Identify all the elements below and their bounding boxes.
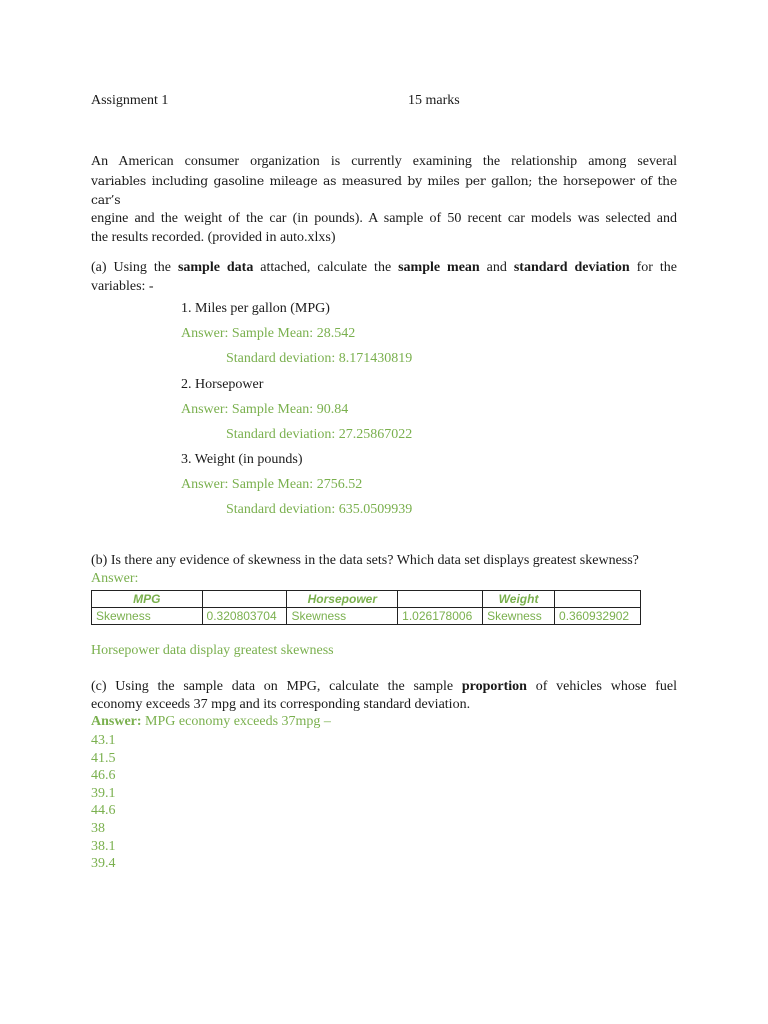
table-header-cell: Weight bbox=[483, 591, 555, 608]
assignment-title: Assignment 1 bbox=[91, 93, 169, 108]
part-b-question: (b) Is there any evidence of skewness in the data sets? Which data set displays greatest skewness? bbox=[91, 553, 639, 568]
item-horsepower-label: 2. Horsepower bbox=[181, 377, 264, 392]
list-item: 44.6 bbox=[91, 803, 116, 819]
part-a-text: for the bbox=[629, 260, 678, 275]
item-mpg-label: 1. Miles per gallon (MPG) bbox=[181, 301, 330, 316]
intro-line-2: variables including gasoline mileage as measured by miles per gallon; the horsepower of the car’s bbox=[91, 173, 677, 207]
item-weight-sd: Standard deviation: 635.0509939 bbox=[226, 502, 413, 517]
part-a-text: attached, calculate the bbox=[253, 260, 399, 275]
part-b-conclusion: Horsepower data display greatest skewness bbox=[91, 643, 334, 658]
item-weight-mean: Answer: Sample Mean: 2756.52 bbox=[181, 477, 363, 492]
intro-line-4: the results recorded. (provided in auto.xlxs) bbox=[91, 230, 336, 245]
item-weight-label: 3. Weight (in pounds) bbox=[181, 452, 303, 467]
part-a-bold-std-dev: standard deviation bbox=[513, 260, 630, 275]
part-c-answer-label: Answer: bbox=[91, 714, 142, 729]
table-row bbox=[92, 608, 641, 625]
table-cell: Skewness bbox=[483, 608, 555, 625]
part-c-answer-text: MPG economy exceeds 37mpg – bbox=[141, 714, 331, 729]
mpg-values-list bbox=[91, 732, 116, 873]
table-header-cell bbox=[202, 591, 287, 608]
list-item: 38 bbox=[91, 820, 105, 836]
part-c-text: (c) Using the sample data on MPG, calculate the sample bbox=[91, 679, 462, 694]
part-a-bold-sample-mean: sample mean bbox=[398, 260, 480, 275]
list-item: 41.5 bbox=[91, 750, 116, 766]
list-item: 46.6 bbox=[91, 768, 116, 784]
part-a-line-2: variables: - bbox=[91, 279, 154, 294]
table-header-cell bbox=[555, 591, 641, 608]
part-c-line-2: economy exceeds 37 mpg and its corresponding standard deviation. bbox=[91, 697, 471, 712]
list-item: 39.4 bbox=[91, 856, 116, 872]
part-c-bold-proportion: proportion bbox=[461, 679, 527, 694]
intro-paragraph bbox=[91, 152, 677, 247]
skewness-table bbox=[91, 590, 641, 625]
part-a-text: and bbox=[479, 260, 514, 275]
part-c-answer bbox=[91, 714, 331, 730]
part-a-text: (a) Using the bbox=[91, 260, 178, 275]
part-a-bold-sample-data: sample data bbox=[177, 260, 254, 275]
table-cell: 0.360932902 bbox=[555, 608, 641, 625]
intro-line-1: An American consumer organization is currently examining the relationship among several bbox=[91, 154, 677, 169]
marks-label: 15 marks bbox=[408, 93, 460, 108]
table-header-row bbox=[92, 591, 641, 608]
table-header-cell bbox=[398, 591, 483, 608]
list-item: 38.1 bbox=[91, 838, 116, 854]
part-a-question bbox=[91, 258, 677, 296]
part-c-text: of vehicles whose fuel bbox=[526, 679, 678, 694]
intro-line-3: engine and the weight of the car (in pounds). A sample of 50 recent car models was selected and bbox=[91, 211, 677, 226]
table-cell: 1.026178006 bbox=[398, 608, 483, 625]
part-c-question bbox=[91, 678, 677, 714]
table-cell: Skewness bbox=[92, 608, 203, 625]
item-horsepower-mean: Answer: Sample Mean: 90.84 bbox=[181, 402, 349, 417]
part-b-answer-label: Answer: bbox=[91, 571, 139, 586]
item-mpg-sd: Standard deviation: 8.171430819 bbox=[226, 351, 413, 366]
table-cell: Skewness bbox=[287, 608, 398, 625]
table-header-cell: MPG bbox=[92, 591, 203, 608]
item-mpg-mean: Answer: Sample Mean: 28.542 bbox=[181, 326, 356, 341]
table-cell: 0.320803704 bbox=[202, 608, 287, 625]
table-header-cell: Horsepower bbox=[287, 591, 398, 608]
item-horsepower-sd: Standard deviation: 27.25867022 bbox=[226, 427, 413, 442]
list-item: 43.1 bbox=[91, 733, 116, 748]
list-item: 39.1 bbox=[91, 785, 116, 801]
